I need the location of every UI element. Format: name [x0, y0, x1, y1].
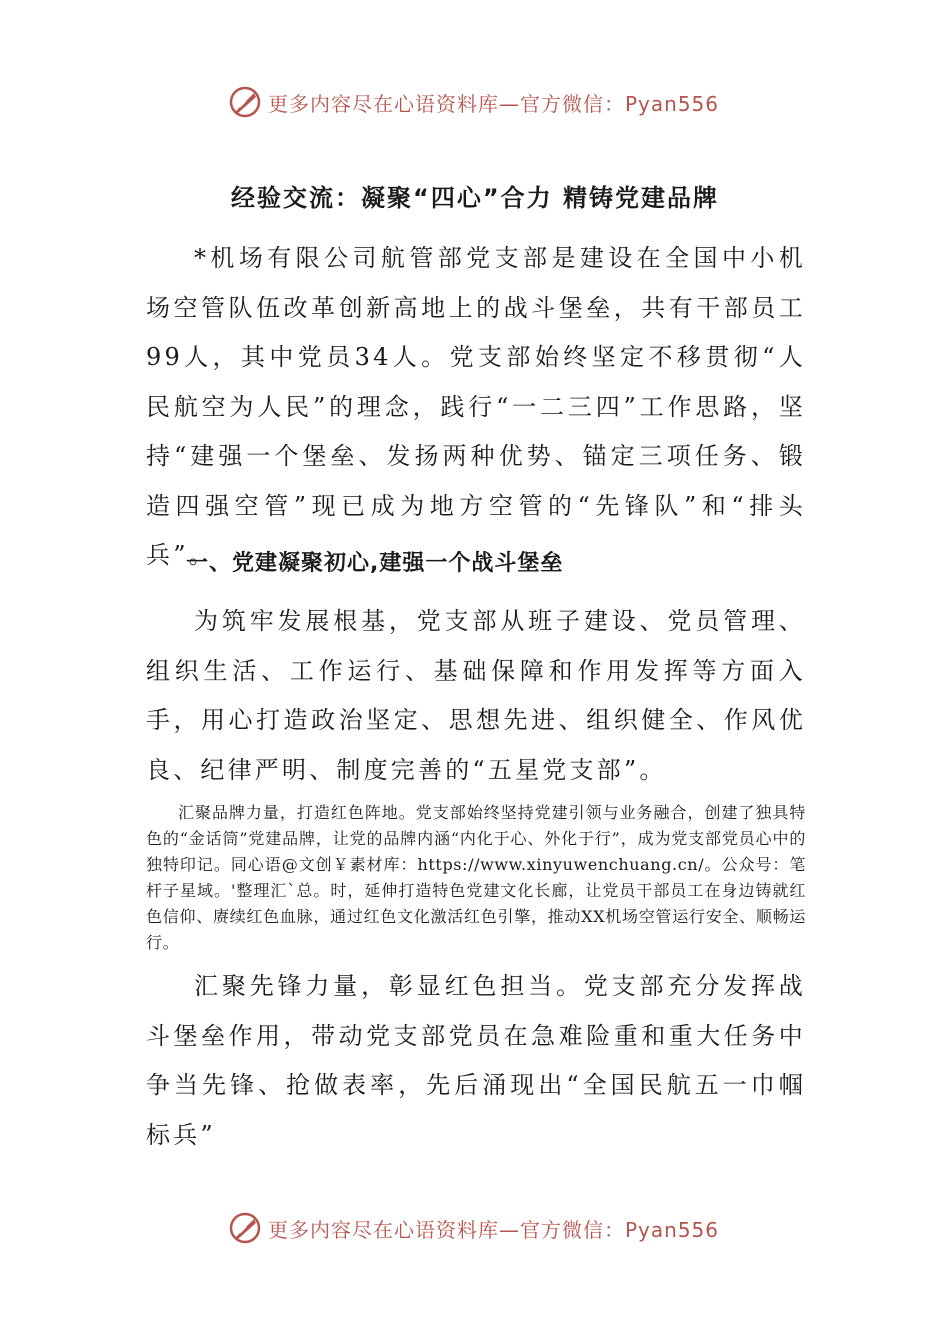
body-paragraph-2: 汇聚品牌力量，打造红色阵地。党支部始终坚持党建引领与业务融合，创建了独具特色的“金话筒”党建品牌，让党的品牌内涵“内化于心、外化于行”，成为党支部党员心中的独特印记。同心语@文创￥素材库：https://www.xinyuwenchuang.cn/。公众号：笔杆子星域。'整理汇`总。时，延伸打造特色党建文化长廊，让党员干部员工在身边铸就红色信仰、赓续红色血脉，通过红色文化激活红色引擎，推动XX机场空管运行安全、顺畅运行。	[146, 803, 806, 952]
intro-paragraph: *机场有限公司航管部党支部是建设在全国中小机场空管队伍改革创新高地上的战斗堡垒，共有干部员工99人，其中党员34人。党支部始终坚定不移贯彻“人民航空为人民”的理念，践行“一二三四”工作思路，坚持“建强一个堡垒、发扬两种优势、锚定三项任务、锻造四强空管”现已成为地方空管的“先锋队”和“排头兵”。	[146, 244, 806, 569]
quill-logo-icon	[228, 85, 262, 119]
body-paragraph-1: 为筑牢发展根基，党支部从班子建设、党员管理、组织生活、工作运行、基础保障和作用发挥等方面入手，用心打造政治坚定、思想先进、组织健全、作风优良、纪律严明、制度完善的“五星党支部”。	[146, 607, 806, 784]
section-heading: 一、党建凝聚初心,建强一个战斗堡垒	[186, 551, 564, 576]
quill-logo-icon	[228, 1211, 262, 1245]
body-paragraph-3: 汇聚先锋力量，彰显红色担当。党支部充分发挥战斗堡垒作用，带动党支部党员在急难险重和重大任务中争当先锋、抢做表率，先后涌现出“全国民航五一巾帼标兵”	[146, 972, 806, 1149]
footer-banner	[228, 1208, 748, 1248]
document-title: 经验交流：凝聚“四心”合力 精铸党建品牌	[231, 184, 719, 212]
header-banner-text: 更多内容尽在心语资料库—官方微信：Pyan556	[268, 91, 720, 116]
footer-banner-text: 更多内容尽在心语资料库—官方微信：Pyan556	[268, 1217, 720, 1242]
header-banner	[228, 82, 748, 122]
